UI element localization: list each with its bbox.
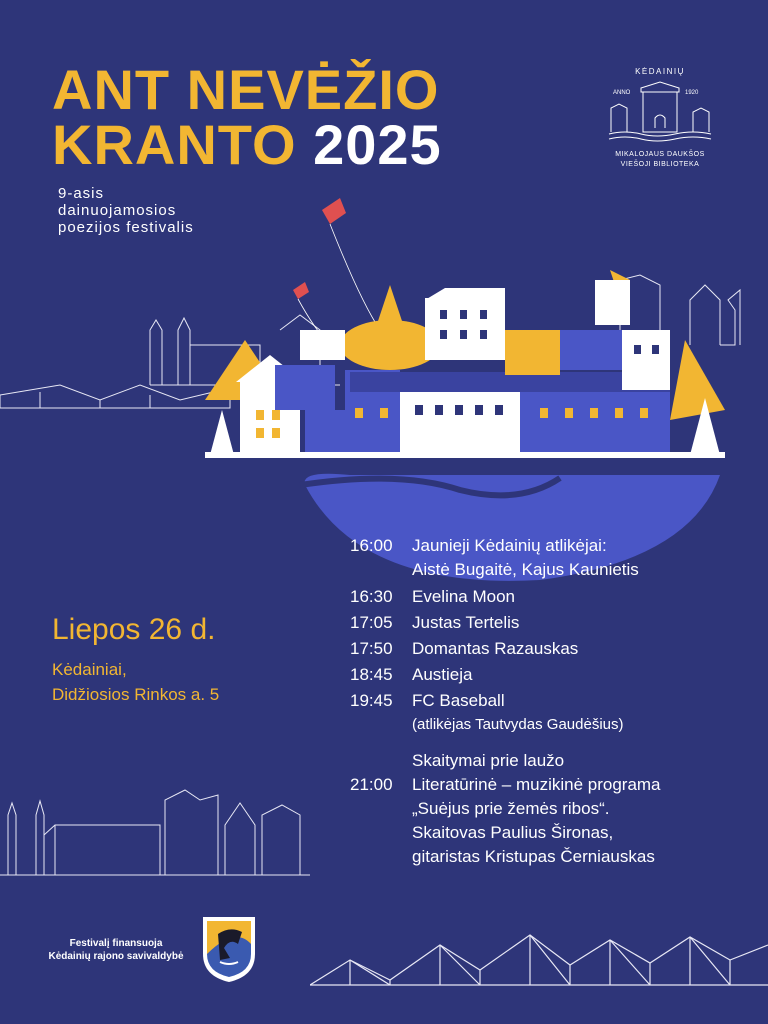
schedule-performer: Austieja bbox=[412, 665, 473, 684]
schedule-performer bbox=[412, 689, 750, 737]
festival-title-line1: ANT NEVĖŽIO bbox=[52, 58, 440, 121]
funding-line1: Festivalį finansuoja bbox=[69, 938, 163, 949]
city-outline-bottom bbox=[0, 785, 320, 880]
program-line: „Suėjus prie žemės ribos“. bbox=[412, 799, 610, 818]
schedule-time: 16:00 bbox=[350, 536, 393, 555]
funding-line2: Kėdainių rajono savivaldybė bbox=[48, 951, 184, 962]
schedule-row bbox=[350, 663, 750, 687]
performer-line: Aistė Bugaitė, Kajus Kaunietis bbox=[412, 560, 639, 579]
bridge-truss-graphic bbox=[310, 925, 768, 995]
schedule-time: 17:50 bbox=[350, 639, 393, 658]
event-city: Kėdainiai, bbox=[52, 660, 127, 679]
logo-top-text: KĖDAINIŲ bbox=[635, 67, 685, 76]
program-line: Literatūrinė – muzikinė programa bbox=[412, 775, 661, 794]
schedule-time: 18:45 bbox=[350, 665, 393, 684]
subtitle-line3: poezijos festivalis bbox=[58, 219, 194, 236]
schedule-time: 21:00 bbox=[350, 775, 393, 794]
performer-line: FC Baseball bbox=[412, 691, 505, 710]
performer-line: Jaunieji Kėdainių atlikėjai: bbox=[412, 536, 607, 555]
schedule-row bbox=[350, 611, 750, 635]
festival-year: 2025 bbox=[313, 113, 442, 176]
title-kranto: KRANTO bbox=[52, 113, 297, 176]
funding-note bbox=[36, 937, 196, 963]
event-date: Liepos 26 d. bbox=[52, 613, 216, 646]
event-location bbox=[52, 657, 219, 707]
schedule-row-evening bbox=[350, 749, 750, 773]
schedule-row bbox=[350, 585, 750, 609]
evening-heading: Skaitymai prie laužo bbox=[412, 751, 565, 770]
schedule-row bbox=[350, 689, 750, 737]
program-line: Skaitovas Paulius Šironas, bbox=[412, 823, 614, 842]
schedule-performer bbox=[412, 534, 750, 582]
schedule-row bbox=[350, 637, 750, 661]
program-schedule bbox=[350, 534, 750, 869]
subtitle-line1: 9-asis bbox=[58, 185, 105, 202]
program-line: gitaristas Kristupas Černiauskas bbox=[412, 847, 655, 866]
schedule-time: 16:30 bbox=[350, 587, 393, 606]
event-address: Didžiosios Rinkos a. 5 bbox=[52, 685, 220, 704]
schedule-row bbox=[350, 534, 750, 582]
logo-line1: MIKALOJAUS DAUKŠOS bbox=[615, 151, 705, 158]
subtitle-line2: dainuojamosios bbox=[58, 202, 177, 219]
logo-year: 1920 bbox=[685, 90, 699, 96]
schedule-performer: Evelina Moon bbox=[412, 587, 516, 606]
logo-anno: ANNO bbox=[613, 90, 631, 96]
municipality-crest-icon bbox=[200, 914, 258, 984]
schedule-time: 17:05 bbox=[350, 613, 393, 632]
logo-line2: VIEŠOJI BIBLIOTEKA bbox=[620, 161, 700, 168]
schedule-row bbox=[350, 773, 750, 869]
schedule-time: 19:45 bbox=[350, 691, 393, 710]
schedule-performer: Domantas Razauskas bbox=[412, 639, 579, 658]
festival-title-line2 bbox=[52, 113, 442, 176]
performer-note: (atlikėjas Tautvydas Gaudėšius) bbox=[412, 716, 624, 733]
evening-program bbox=[412, 773, 750, 869]
buildings bbox=[205, 280, 725, 458]
library-logo bbox=[605, 60, 715, 175]
schedule-performer: Justas Tertelis bbox=[412, 613, 520, 632]
